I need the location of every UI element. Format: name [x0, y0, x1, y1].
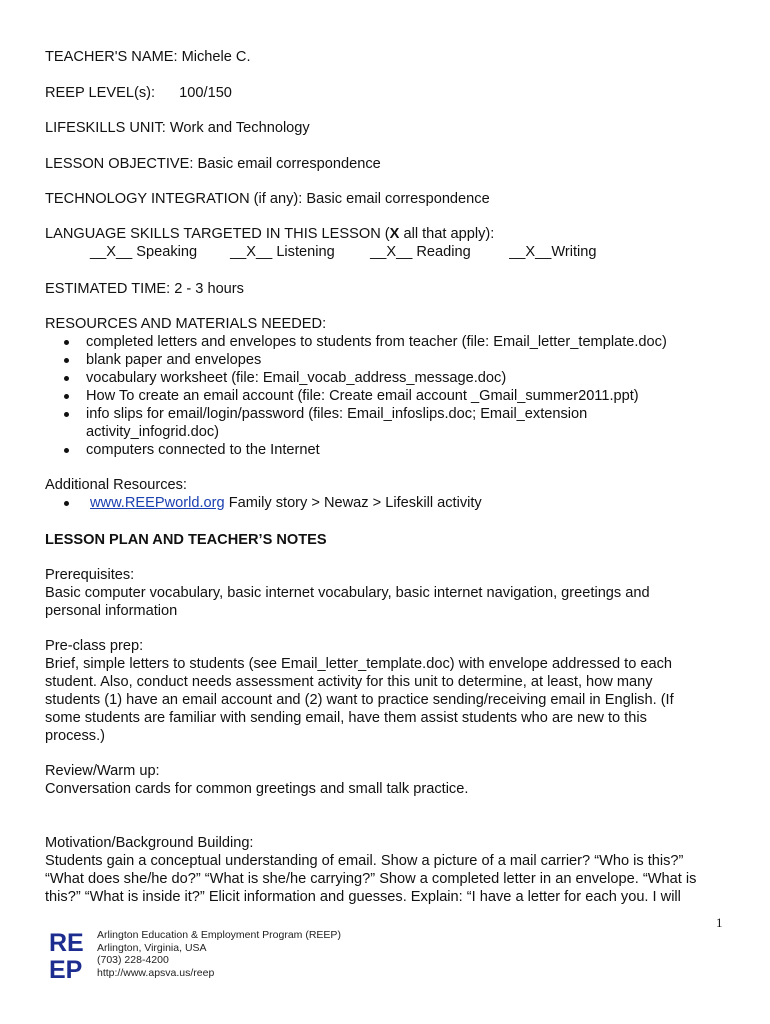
motiv-title: Motivation/Background Building:	[45, 835, 254, 851]
list-item: computers connected to the Internet	[45, 441, 735, 459]
reep-level-label: REEP LEVEL(s):	[45, 85, 156, 101]
logo-text-bottom: EP	[49, 956, 83, 981]
skill-reading: __X__ Reading	[370, 244, 471, 260]
reep-footer	[48, 925, 368, 985]
prep-text: Brief, simple letters to students (see Email_letter_template.doc) with envelope addressed to each student. Also, conduct needs assessment activity for this unit to determine, at least, how many students (1) have an email account and (2) want to practice sending/receiving email in English. (If some students are familiar with sending email, have them assist students who are new to this process.)	[45, 656, 674, 744]
skills-label-post: all that apply):	[399, 226, 495, 242]
language-skills-heading	[45, 225, 735, 243]
skill-speaking: __X__ Speaking	[90, 244, 198, 260]
additional-list	[45, 494, 735, 512]
resources-list	[45, 333, 735, 459]
footer-address	[97, 929, 341, 979]
footer-line-url[interactable]: http://www.apsva.us/reep	[97, 966, 215, 979]
skills-label-x: X	[389, 226, 400, 242]
motivation	[45, 834, 735, 906]
language-skills-list	[90, 243, 597, 261]
review-warmup	[45, 762, 735, 798]
skill-listening: __X__ Listening	[230, 244, 335, 260]
list-item: How To create an email account (file: Create email account _Gmail_summer2011.ppt)	[45, 387, 735, 405]
footer-line-phone: (703) 228-4200	[97, 954, 169, 966]
reep-logo	[48, 925, 96, 981]
review-title: Review/Warm up:	[45, 763, 160, 779]
teacher-name: TEACHER'S NAME: Michele C.	[45, 49, 251, 65]
prereq-text: Basic computer vocabulary, basic internet vocabulary, basic internet navigation, greetings and personal information	[45, 585, 650, 619]
logo-text-top: RE	[49, 929, 84, 957]
footer-line-location: Arlington, Virginia, USA	[97, 941, 207, 954]
prerequisites	[45, 566, 735, 620]
lifeskills-unit: LIFESKILLS UNIT: Work and Technology	[45, 120, 310, 136]
prereq-title: Prerequisites:	[45, 567, 135, 583]
list-item: info slips for email/login/password (files: Email_infoslips.doc; Email_extension activity_infogrid.doc)	[45, 405, 646, 441]
reepworld-link[interactable]: www.REEPworld.org	[90, 495, 225, 511]
list-item	[45, 494, 735, 512]
list-item: completed letters and envelopes to students from teacher (file: Email_letter_template.doc)	[45, 333, 735, 351]
list-item: vocabulary worksheet (file: Email_vocab_address_message.doc)	[45, 369, 735, 387]
skills-label-pre: LANGUAGE SKILLS TARGETED IN THIS LESSON (	[45, 226, 390, 242]
review-text: Conversation cards for common greetings and small talk practice.	[45, 781, 469, 797]
lesson-objective: LESSON OBJECTIVE: Basic email correspondence	[45, 156, 381, 172]
prep-title: Pre-class prep:	[45, 638, 144, 654]
additional-title: Additional Resources:	[45, 477, 187, 493]
additional-resources	[45, 476, 735, 512]
footer-line-org: Arlington Education & Employment Program (REEP)	[97, 929, 341, 941]
page-number: 1	[716, 915, 723, 930]
reep-level	[45, 84, 735, 102]
resources-section	[45, 315, 735, 459]
skill-writing: __X__Writing	[509, 244, 597, 260]
technology-integration: TECHNOLOGY INTEGRATION (if any): Basic email correspondence	[45, 191, 490, 207]
estimated-time: ESTIMATED TIME: 2 - 3 hours	[45, 281, 244, 297]
resources-title: RESOURCES AND MATERIALS NEEDED:	[45, 316, 327, 332]
additional-rest: Family story > Newaz > Lifeskill activity	[224, 495, 482, 511]
reep-level-value: 100/150	[179, 85, 232, 101]
preclass-prep	[45, 637, 735, 745]
motiv-text: Students gain a conceptual understanding of email. Show a picture of a mail carrier? “Who is this?” “What does she/he do?” “What is she/he carrying?” Show a completed letter in an envelope. “What is this?” “What is inside it?” Elicit information and guesses. Explain: “I have a letter for each you. I will	[45, 853, 697, 905]
list-item: blank paper and envelopes	[45, 351, 735, 369]
lesson-plan-title: LESSON PLAN AND TEACHER’S NOTES	[45, 532, 327, 548]
